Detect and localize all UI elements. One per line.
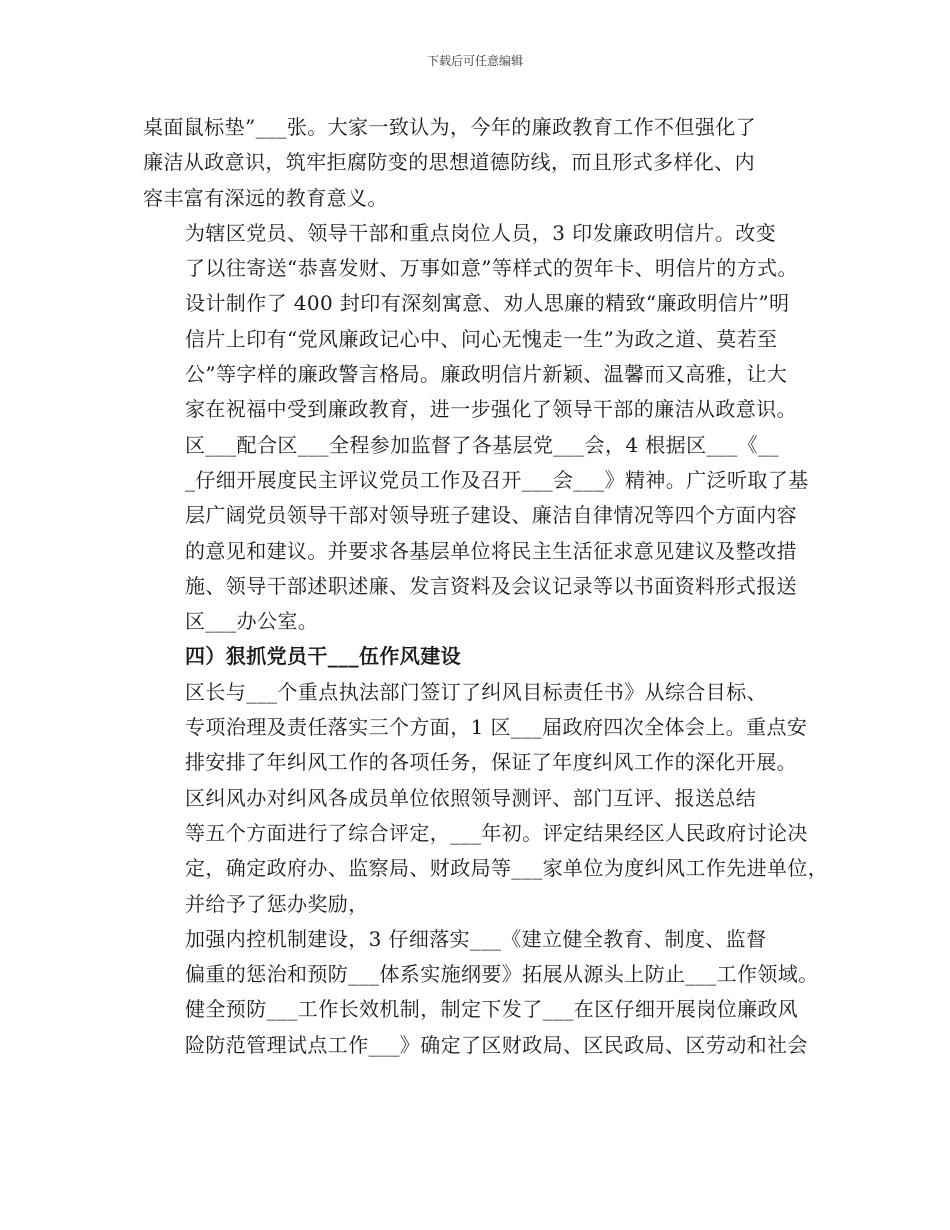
body-paragraph	[143, 428, 811, 640]
body-paragraph	[143, 781, 829, 922]
paragraph-line: 区___配合区___全程参加监督了各基层党___会，4 根据区___《__	[185, 432, 779, 457]
paragraph-line: 等五个方面进行了综合评定，___年初。评定结果经区人民政府讨论决	[185, 820, 808, 845]
paragraph-line: _仔细开展度民主评议党员工作及召开___会___》精神。广泛听取了基	[185, 467, 809, 492]
body-paragraph	[143, 216, 811, 428]
paragraph-line: 加强内控机制建设，3 仔细落实___《建立健全教育、制度、监督	[185, 926, 767, 951]
paragraph-line: 专项治理及责任落实三个方面，1 区___届政府四次全体会上。重点安	[185, 715, 808, 740]
paragraph-line: 桌面鼠标垫”___张。大家一致认为，今年的廉政教育工作不但强化了	[143, 115, 757, 139]
section-heading	[143, 639, 811, 674]
paragraph-line: 区纠风办对纠风各成员单位依照领导测评、部门互评、报送总结	[185, 785, 757, 810]
paragraph-line: 定，确定政府办、监察局、财政局等___家单位为度纠风工作先进单位，	[185, 856, 829, 881]
paragraph-line: 的意见和建议。并要求各基层单位将民主生活征求意见建议及整改措	[185, 538, 797, 563]
paragraph-line: 层广阔党员领导干部对领导班子建设、廉洁自律情况等四个方面内容	[185, 503, 797, 528]
paragraph-line: 区长与___个重点执法部门签订了纠风目标责任书》从综合目标、	[185, 679, 767, 704]
paragraph-line: 了以往寄送“恭喜发财、万事如意”等样式的贺年卡、明信片的方式。	[185, 256, 798, 281]
paragraph-line: 信片上印有“党风廉政记心中、问心无愧走一生”为政之道、莫若至	[185, 326, 778, 351]
paragraph-line: 廉洁从政意识，筑牢拒腐防变的思想道德防线，而且形式多样化、内	[143, 150, 755, 175]
body-paragraph	[143, 922, 819, 1063]
paragraph-line: 区___办公室。	[185, 609, 319, 634]
paragraph-line: 健全预防___工作长效机制，制定下发了___在区仔细开展岗位廉政风	[185, 997, 799, 1022]
body-paragraph	[143, 110, 811, 216]
paragraph-line: 为辖区党员、领导干部和重点岗位人员，3 印发廉政明信片。改变	[185, 220, 777, 245]
page-header-note: 下载后可任意编辑	[426, 54, 523, 68]
document-body	[143, 110, 829, 1063]
paragraph-line: 施、领导干部述职述廉、发言资料及会议记录等以书面资料形式报送	[185, 573, 797, 598]
paragraph-line: 偏重的惩治和预防___体系实施纲要》拓展从源头上防止___工作领域。	[185, 962, 819, 987]
paragraph-line: 公”等字样的廉政警言格局。廉政明信片新颖、温馨而又高雅，让大	[185, 362, 788, 387]
paragraph-line: 家在祝福中受到廉政教育，进一步强化了领导干部的廉洁从政意识。	[185, 397, 797, 422]
paragraph-line: 并给予了惩办奖励，	[185, 891, 369, 916]
body-paragraph	[143, 675, 811, 781]
paragraph-line: 四）狠抓党员干___伍作风建设	[185, 644, 461, 669]
paragraph-line: 容丰富有深远的教育意义。	[143, 185, 388, 210]
paragraph-line: 设计制作了 400 封印有深刻寓意、劝人思廉的精致“廉政明信片”明	[185, 291, 790, 316]
paragraph-line: 排安排了年纠风工作的各项任务，保证了年度纠风工作的深化开展。	[185, 750, 797, 775]
paragraph-line: 险防范管理试点工作___》确定了区财政局、区民政局、区劳动和社会	[185, 1032, 808, 1057]
